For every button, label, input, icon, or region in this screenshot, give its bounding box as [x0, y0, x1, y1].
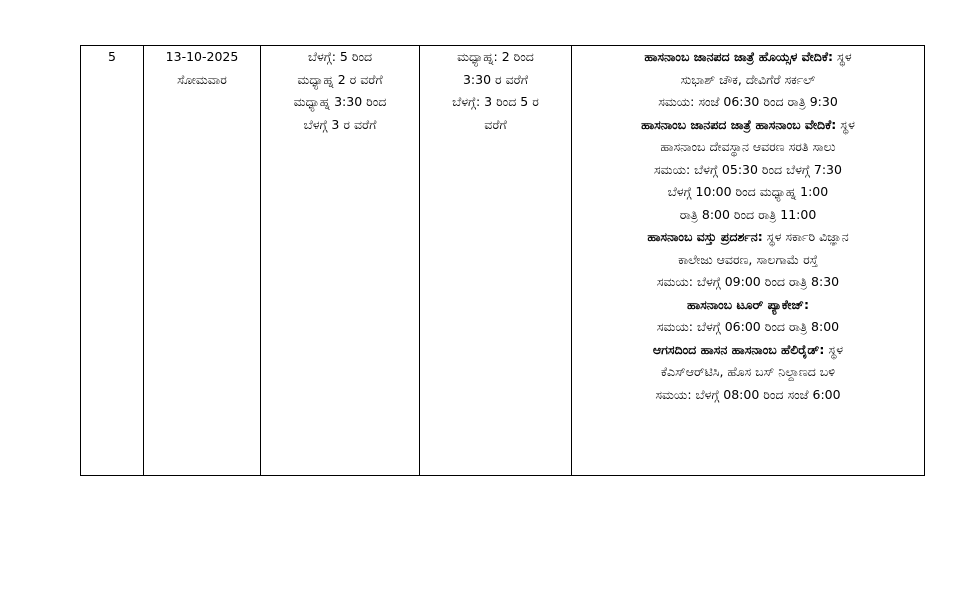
event-detail: ಬೆಳಗ್ಗೆ 10:00 ರಿಂದ ಮಧ್ಯಾಹ್ನ 1:00 [667, 184, 829, 199]
event-detail: ಕೆಎಸ್‌ಆರ್‌ಟಿಸಿ, ಹೊಸ ಬಸ್ ನಿಲ್ದಾಣದ ಬಳಿ [660, 364, 836, 379]
timing-line: ಬೆಳಗ್ಗೆ: 5 ರಿಂದ [307, 49, 373, 64]
event-detail: ಸ್ಥಳ [836, 116, 855, 132]
event-line [574, 361, 922, 384]
weekday-text: ಸೋಮವಾರ [177, 71, 227, 87]
event-line [574, 159, 922, 182]
event-title: ಹಾಸನಾಂಬ ಜಾನಪದ ಜಾತ್ರೆ ಹೊಯ್ಸಳ ವೇದಿಕೆ: [644, 49, 833, 64]
event-detail: ಸ್ಥಳ ಸರ್ಕಾರಿ ವಿಜ್ಞಾನ [762, 229, 849, 244]
event-line [574, 339, 922, 362]
event-title: ಹಾಸನಾಂಬ ಜಾನಪದ ಜಾತ್ರೆ ಹಾಸನಾಂಬ ವೇದಿಕೆ: [641, 116, 837, 132]
event-detail: ಸುಭಾಶ್ ಚೌಕ, ದೇವಿಗೆರೆ ಸರ್ಕಲ್ [680, 71, 816, 87]
timing-line: ಮಧ್ಯಾಹ್ನ 3:30 ರಿಂದ [293, 94, 387, 109]
event-line [574, 69, 922, 92]
timing-line: ಮಧ್ಯಾಹ್ನ: 2 ರಿಂದ [457, 49, 534, 64]
serial-number-cell [81, 46, 144, 476]
event-line [574, 316, 922, 339]
event-detail: ಸಮಯ: ಸಂಜೆ 06:30 ರಿಂದ ರಾತ್ರಿ 9:30 [658, 94, 838, 109]
event-detail: ಸಮಯ: ಬೆಳಗ್ಗೆ 09:00 ರಿಂದ ರಾತ್ರಿ 8:30 [656, 274, 840, 289]
event-detail: ಸಮಯ: ಬೆಳಗ್ಗೆ 08:00 ರಿಂದ ಸಂಜೆ 6:00 [655, 386, 841, 402]
timing-line: ಮಧ್ಯಾಹ್ನ 2 ರ ವರೆಗೆ [297, 71, 383, 87]
event-detail: ಸ್ಥಳ [832, 49, 852, 64]
date-text: 13-10-2025 [165, 49, 239, 64]
event-line [574, 294, 922, 317]
event-title: ಹಾಸನಾಂಬ ವಸ್ತು ಪ್ರದರ್ಶನ: [647, 229, 763, 244]
event-detail: ಹಾಸನಾಂಬ ದೇವಸ್ಥಾನ ಆವರಣ ಸರತಿ ಸಾಲು [660, 139, 836, 154]
event-detail: ಕಾಲೇಜು ಆವರಣ, ಸಾಲಗಾಮೆ ರಸ್ತೆ [678, 251, 818, 267]
event-line [574, 271, 922, 294]
event-line [574, 384, 922, 407]
event-line [574, 91, 922, 114]
event-detail: ಸಮಯ: ಬೆಳಗ್ಗೆ 05:30 ರಿಂದ ಬೆಳಗ್ಗೆ 7:30 [654, 161, 842, 177]
event-line [574, 181, 922, 204]
schedule-table [80, 45, 925, 476]
events-cell [572, 46, 925, 476]
date-cell [144, 46, 261, 476]
timing-line: ಬೆಳಗ್ಗೆ 3 ರ ವರೆಗೆ [303, 116, 377, 132]
event-title: ಆಗಸದಿಂದ ಹಾಸನ ಹಾಸನಾಂಬ ಹೆಲಿರೈಡ್: [652, 341, 825, 357]
serial-number: 5 [108, 49, 116, 64]
event-line [574, 226, 922, 249]
table-row [81, 46, 925, 476]
event-line [574, 46, 922, 69]
event-detail: ಸಮಯ: ಬೆಳಗ್ಗೆ 06:00 ರಿಂದ ರಾತ್ರಿ 8:00 [656, 319, 840, 334]
timing-line: ಬೆಳಗ್ಗೆ: 3 ರಿಂದ 5 ರ [452, 94, 539, 109]
morning-timing-cell [261, 46, 420, 476]
event-detail: ರಾತ್ರಿ 8:00 ರಿಂದ ರಾತ್ರಿ 11:00 [679, 206, 817, 222]
event-line [574, 136, 922, 159]
event-line [574, 204, 922, 227]
timing-line: ವರೆಗೆ [484, 116, 507, 132]
timing-line: 3:30 ರ ವರೆಗೆ [462, 71, 529, 87]
event-title: ಹಾಸನಾಂಬ ಟೂರ್ ಪ್ಯಾಕೇಜ್: [687, 296, 809, 312]
event-line [574, 249, 922, 272]
event-detail: ಸ್ಥಳ [824, 341, 844, 357]
event-line [574, 114, 922, 137]
afternoon-timing-cell [420, 46, 572, 476]
